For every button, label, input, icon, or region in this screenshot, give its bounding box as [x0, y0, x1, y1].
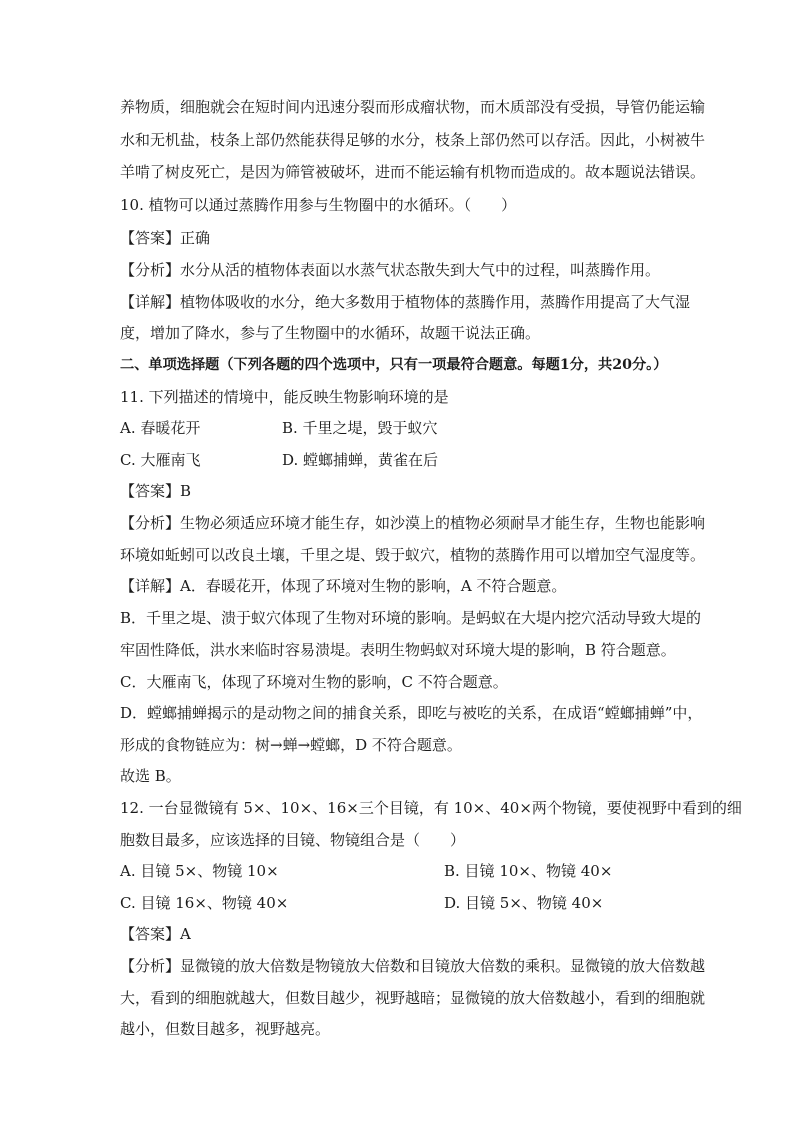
q11-option-c: C. 大雁南飞	[120, 451, 201, 469]
q11-detail: 牢固性降低，洪水来临时容易溃堤。表明生物蚂蚁对环境大堤的影响，B 符合题意。	[120, 641, 676, 659]
q10-detail: 度，增加了降水，参与了生物圈中的水循环，故题干说法正确。	[120, 324, 541, 342]
q11-detail: C．大雁南飞，体现了环境对生物的影响，C 不符合题意。	[120, 673, 508, 691]
question-12: 12. 一台显微镜有 5×、10×、16×三个目镜，有 10×、40×两个物镜，要使视野中看到的细	[120, 799, 742, 817]
q12-option-b: B. 目镜 10×、物镜 40×	[444, 862, 613, 880]
text-line: 羊啃了树皮死亡，是因为筛管被破坏，进而不能运输有机物而造成的。故本题说法错误。	[120, 163, 706, 181]
question-11: 11. 下列描述的情境中，能反映生物影响环境的是	[120, 388, 449, 406]
q12-option-c: C. 目镜 16×、物镜 40×	[120, 894, 289, 912]
q10-analysis: 【分析】水分从活的植物体表面以水蒸气状态散失到大气中的过程，叫蒸腾作用。	[120, 261, 661, 279]
q11-detail: B．千里之堤、溃于蚁穴体现了生物对环境的影响。是蚂蚁在大堤内挖穴活动导致大堤的	[120, 609, 702, 627]
section-heading: 二、单项选择题（下列各题的四个选项中，只有一项最符合题意。每题1分，共20分。）	[120, 357, 668, 373]
q12-analysis: 大，看到的细胞就越大，但数目越少，视野越暗；显微镜的放大倍数越小，看到的细胞就	[120, 989, 706, 1007]
q11-answer: 【答案】B	[120, 482, 192, 500]
q11-option-d: D. 螳螂捕蝉，黄雀在后	[282, 451, 439, 469]
q11-analysis: 环境如蚯蚓可以改良土壤，千里之堤、毁于蚁穴，植物的蒸腾作用可以增加空气湿度等。	[120, 546, 706, 564]
q10-answer: 【答案】正确	[120, 229, 211, 247]
q12-analysis: 【分析】显微镜的放大倍数是物镜放大倍数和目镜放大倍数的乘积。显微镜的放大倍数越	[120, 957, 706, 975]
q12-option-a: A. 目镜 5×、物镜 10×	[120, 862, 279, 880]
q11-detail: D．螳螂捕蝉揭示的是动物之间的捕食关系，即吃与被吃的关系，在成语“螳螂捕蝉”中，	[120, 704, 703, 722]
text-line: 养物质，细胞就会在短时间内迅速分裂而形成瘤状物，而木质部没有受损，导管仍能运输	[120, 98, 706, 116]
q10-detail: 【详解】植物体吸收的水分，绝大多数用于植物体的蒸腾作用，蒸腾作用提高了大气湿	[120, 293, 691, 311]
q11-choice: 故选 B。	[120, 767, 181, 785]
q11-option-b: B. 千里之堤，毁于蚁穴	[282, 419, 438, 437]
text-line: 水和无机盐，枝条上部仍然能获得足够的水分，枝条上部仍然可以存活。因此，小树被牛	[120, 131, 706, 149]
q12-analysis: 越小，但数目越多，视野越亮。	[120, 1020, 331, 1038]
q11-option-a: A. 春暖花开	[120, 419, 201, 437]
q11-analysis: 【分析】生物必须适应环境才能生存，如沙漠上的植物必须耐旱才能生存，生物也能影响	[120, 514, 706, 532]
q11-detail: 形成的食物链应为：树→蝉→螳螂，D 不符合题意。	[120, 736, 462, 754]
question-10: 10. 植物可以通过蒸腾作用参与生物圈中的水循环。（ ）	[120, 196, 517, 214]
q11-detail: 【详解】A．春暖花开，体现了环境对生物的影响，A 不符合题意。	[120, 577, 567, 595]
q12-option-d: D. 目镜 5×、物镜 40×	[444, 894, 604, 912]
q12-answer: 【答案】A	[120, 925, 191, 943]
question-12: 胞数目最多，应该选择的目镜、物镜组合是（ ）	[120, 831, 466, 849]
